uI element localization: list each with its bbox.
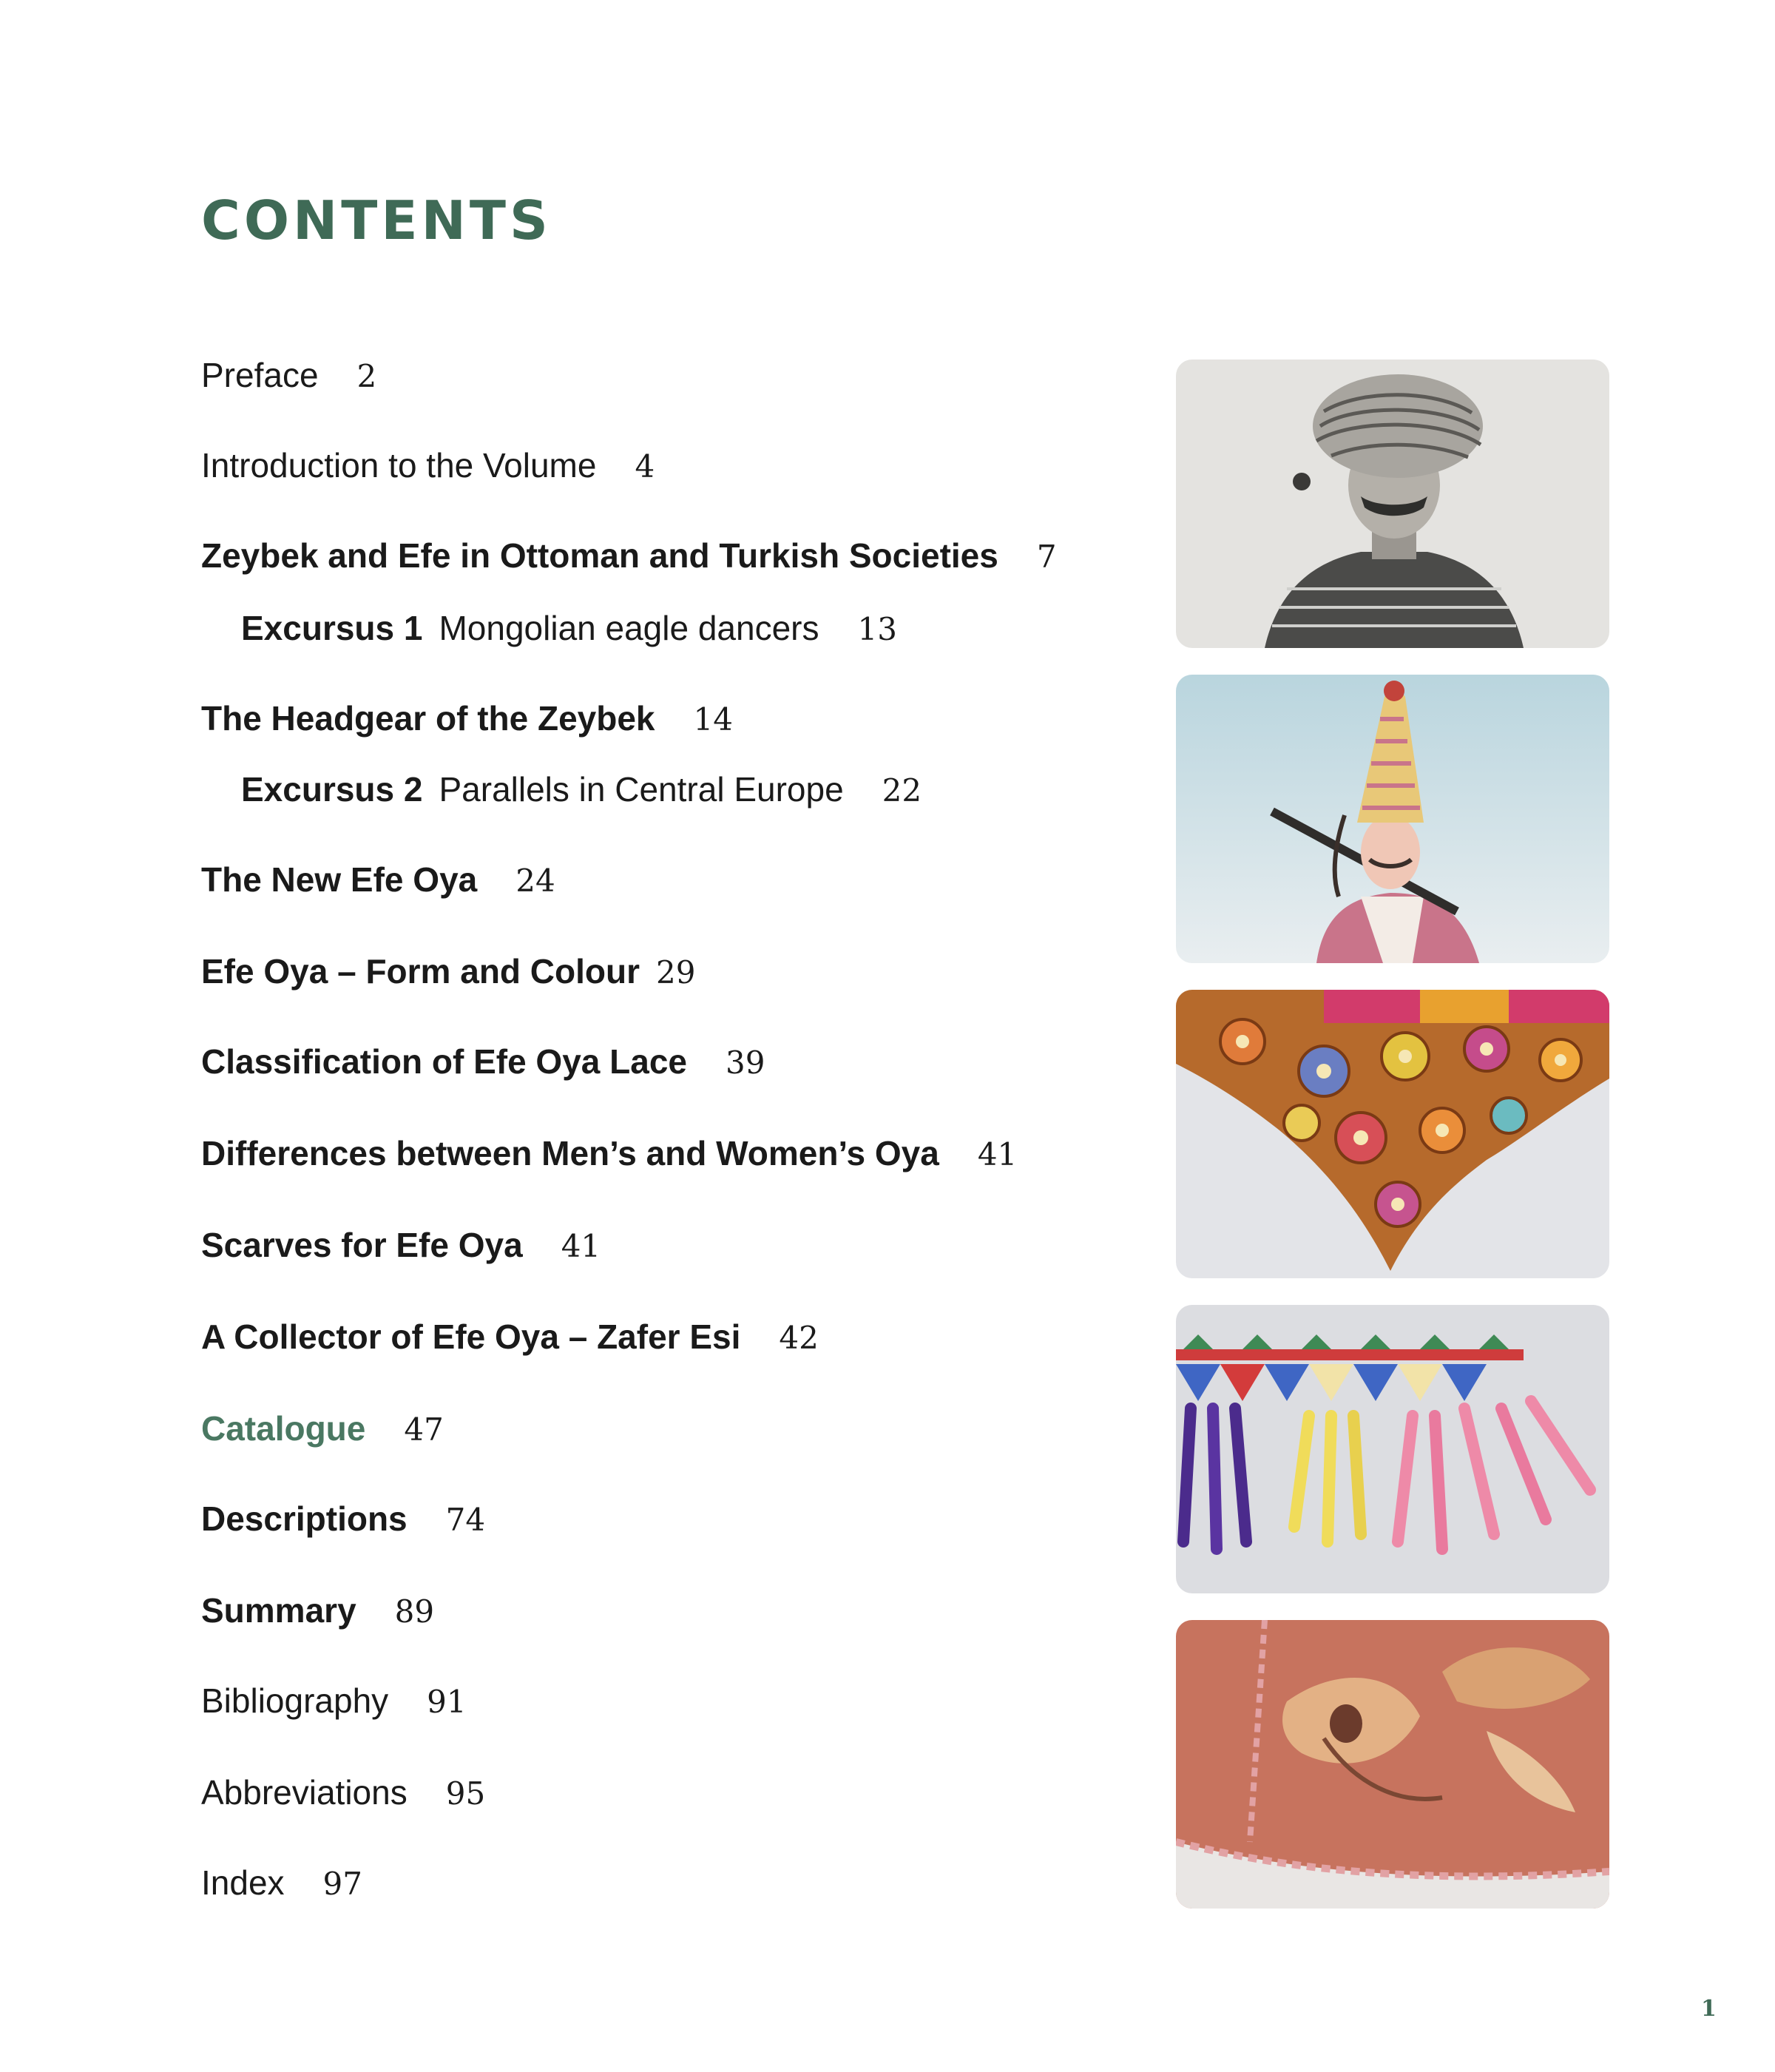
toc-entry-title: Mongolian eagle dancers [439, 609, 819, 647]
toc-entry-scarves[interactable] [201, 1228, 601, 1262]
toc-entry-bibliography[interactable] [201, 1681, 467, 1720]
toc-entry-page: 89 [394, 1593, 435, 1630]
toc-entry-headgear[interactable] [201, 699, 733, 738]
toc-entry-title: Parallels in Central Europe [439, 770, 844, 809]
toc-entry-page: 95 [445, 1775, 486, 1812]
toc-entry-page: 91 [427, 1684, 467, 1720]
toc-entry-introduction[interactable] [201, 446, 655, 485]
toc-entry-page: 97 [322, 1866, 362, 1902]
page-number: 1 [1701, 1996, 1717, 2022]
toc-entry-page: 39 [726, 1045, 765, 1081]
photo-engraving-turbaned-man [1176, 360, 1609, 648]
photo-crochet-oya-tassels [1176, 1305, 1609, 1593]
toc-entry-title: Preface [201, 356, 319, 394]
toc-entry-page: 4 [635, 448, 655, 485]
toc-entry-title: Descriptions [201, 1499, 408, 1538]
toc-entry-label: Excursus 2 [241, 770, 423, 809]
toc-entry-zeybek-efe[interactable] [201, 536, 1057, 575]
toc-entry-page: 29 [656, 954, 696, 991]
toc-entry-page: 13 [857, 611, 897, 647]
toc-entry-preface[interactable] [201, 358, 376, 392]
toc-entry-title: Catalogue [201, 1409, 366, 1448]
toc-entry-page: 47 [404, 1411, 444, 1448]
toc-entry-page: 41 [561, 1228, 601, 1264]
toc-entry-title: Abbreviations [201, 1773, 408, 1812]
toc-entry-catalogue[interactable] [201, 1409, 444, 1448]
toc-entry-title: Summary [201, 1591, 356, 1630]
toc-entry-title: The New Efe Oya [201, 860, 478, 899]
toc-entry-title: Bibliography [201, 1681, 389, 1720]
toc-entry-page: 24 [515, 863, 555, 899]
toc-entry-title: The Headgear of the Zeybek [201, 699, 655, 738]
toc-entry-differences[interactable] [201, 1136, 1017, 1170]
toc-entry-title: Zeybek and Efe in Ottoman and Turkish Societies [201, 536, 998, 575]
toc-entry-page: 7 [1036, 539, 1057, 575]
toc-entry-page: 2 [356, 358, 377, 394]
toc-entry-title: Classification of Efe Oya Lace [201, 1042, 688, 1081]
toc-entry-excursus-2[interactable] [241, 770, 922, 809]
toc-entry-page: 14 [693, 701, 733, 738]
toc-entry-title: Scarves for Efe Oya [201, 1226, 523, 1264]
toc-entry-label: Excursus 1 [241, 609, 423, 647]
toc-entry-summary[interactable] [201, 1591, 435, 1630]
toc-entry-new-efe-oya[interactable] [201, 860, 555, 899]
toc-entry-title: Efe Oya – Form and Colour [201, 952, 640, 991]
toc-entry-page: 41 [977, 1136, 1018, 1172]
toc-entry-page: 22 [882, 772, 922, 809]
toc-entry-title: Differences between Men’s and Women’s Oya [201, 1134, 939, 1172]
toc-entry-form-colour[interactable] [201, 952, 696, 991]
toc-entry-page: 42 [779, 1320, 819, 1356]
photo-beaded-oya-lace [1176, 990, 1609, 1278]
toc-entry-page: 74 [445, 1502, 486, 1538]
toc-entry-collector[interactable] [201, 1317, 819, 1356]
toc-entry-index[interactable] [201, 1863, 362, 1902]
photo-pink-scarf-oya-edge [1176, 1620, 1609, 1909]
photo-painting-zeybek-headgear [1176, 675, 1609, 963]
toc-entry-excursus-1[interactable] [241, 611, 897, 645]
toc-entry-title: A Collector of Efe Oya – Zafer Esi [201, 1317, 741, 1356]
toc-entry-abbreviations[interactable] [201, 1773, 486, 1812]
toc-entry-classification[interactable] [201, 1042, 765, 1081]
contents-heading: CONTENTS [201, 189, 552, 252]
toc-entry-descriptions[interactable] [201, 1499, 486, 1538]
toc-entry-title: Index [201, 1863, 285, 1902]
toc-entry-title: Introduction to the Volume [201, 446, 597, 485]
